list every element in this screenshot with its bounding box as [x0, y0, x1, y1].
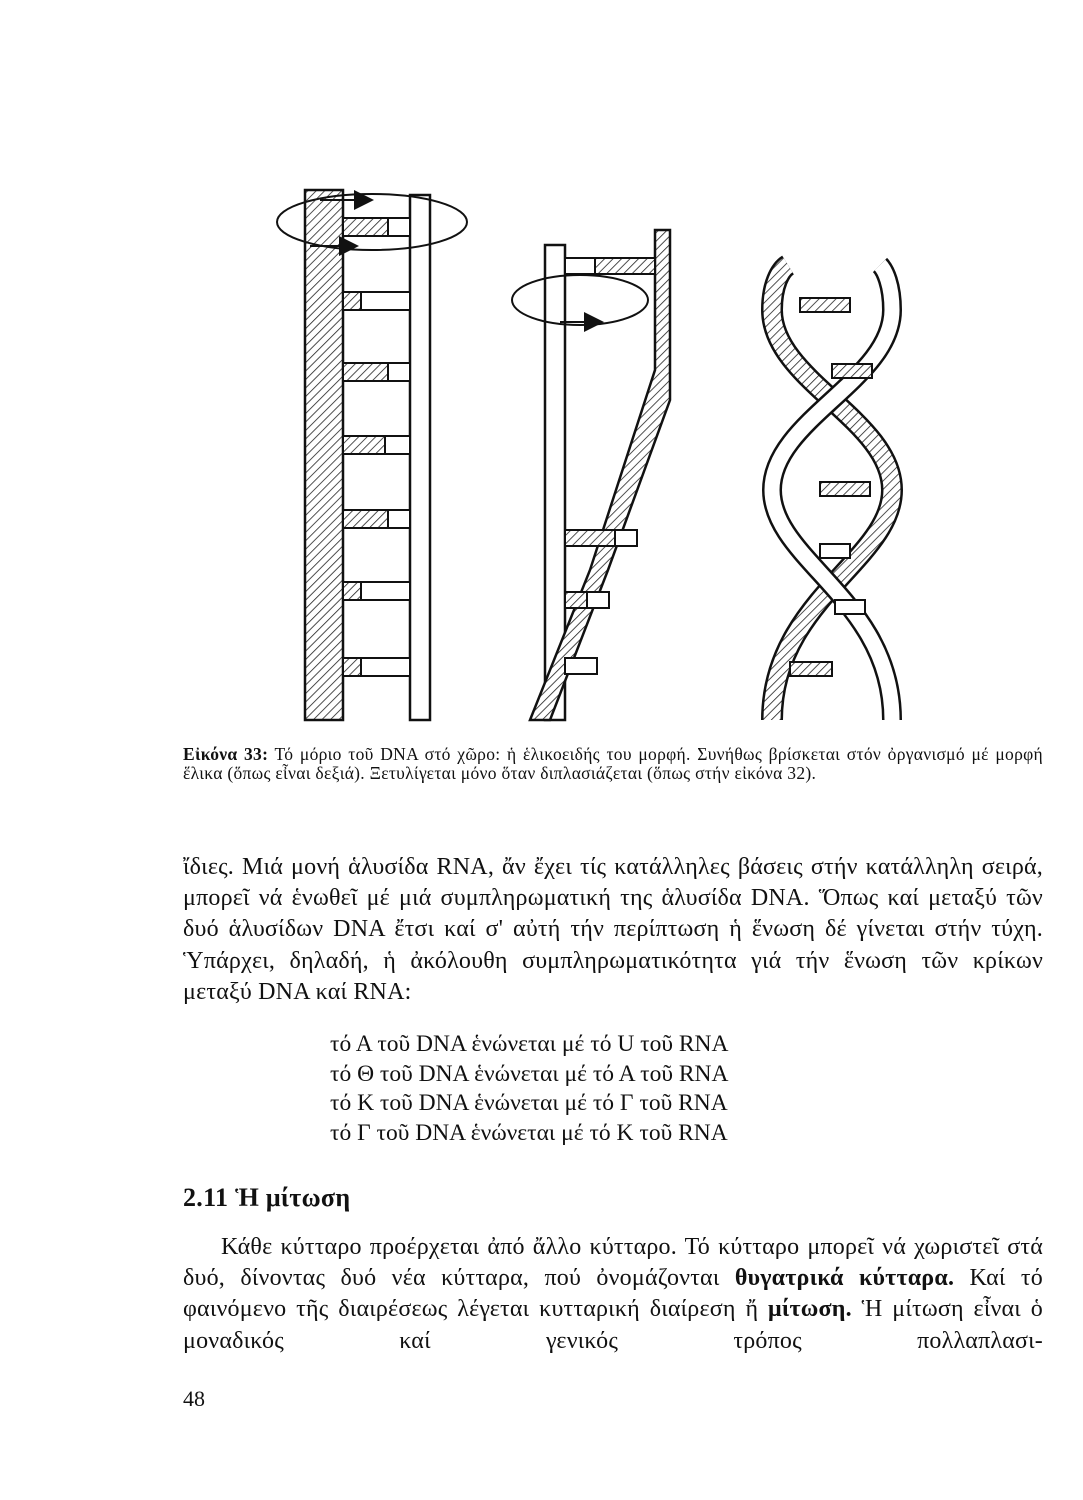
ladder-plain-rail: [410, 195, 430, 720]
rung: [343, 292, 410, 310]
rung: [565, 530, 637, 546]
rung: [800, 298, 850, 312]
rung: [790, 662, 832, 676]
rung: [820, 482, 870, 496]
ladder-hatched-rail: [305, 190, 343, 720]
paragraph: ἴδιες. Μιά μονή ἁλυσίδα RNA, ἄν ἔχει τίς κατάλληλες βάσεις στήν κατάλληλη σειρά, μπορεῖ νά ἑνωθεῖ μέ μιά συμπληρωματική της ἁλυσίδα DNA. Ὅπως καί μεταξύ τῶν δυό ἁλυσίδων DNA ἔτσι καί σ' αὐτή τήν περίπτωση ἡ ἕνωση δέ γίνεται στήν τύχη. Ὑπάρχει, δηλαδή, ἡ ἀκόλουθη συμπληρωματικότητα γιά τήν ἕνωση τῶν κρίκων μεταξύ DNA καί RNA:: [183, 854, 1043, 1005]
base-pair-line: τό Γ τοῦ DNA ἑνώνεται μέ τό Κ τοῦ RNA: [330, 1119, 728, 1146]
page-number: 48: [183, 1386, 205, 1411]
bold-term: θυγατρικά κύτταρα.: [734, 1265, 955, 1292]
section-heading: 2.11 Ἡ μίτωση: [183, 1183, 351, 1212]
base-pair-line: τό Κ τοῦ DNA ἑνώνεται μέ τό Γ τοῦ RNA: [330, 1090, 728, 1116]
caption-text: Τό μόριο τοῦ DNA στό χῶρο: ἡ ἑλικοειδής του μορφή. Συνήθως βρίσκεται στόν ὀργανισμό μέ μορφή ἕλικα (ὅπως εἶναι δεξιά). Ξετυλίγεται μόνο ὅταν διπλασιάζεται (ὅπως στήν εἰκόνα 32).: [183, 744, 1043, 783]
rotation-ellipse: [512, 275, 648, 325]
paragraph-text: Κάθε κύτταρο προέρχεται ἀπό ἄλλο κύτταρο. Τό κύτταρο μπορεῖ νά χωριστεῖ στά δυό, δίνοντας δυό νέα κύτταρα, πού ὀνομάζονται: [183, 1234, 1043, 1292]
rung: [565, 592, 609, 608]
dna-figure: [260, 170, 960, 735]
rung: [343, 218, 410, 236]
section-paragraph: [183, 1232, 1043, 1357]
ladder-rungs: [343, 218, 410, 676]
rung: [343, 363, 410, 381]
bold-term: μίτωση.: [768, 1296, 852, 1323]
rung: [565, 658, 597, 674]
rung: [343, 436, 410, 454]
dna-ladder: [277, 190, 467, 720]
paragraph-text: Ἡ μίτωση εἶναι ὁ μοναδικός καί γενικός τρόπος πολλαπλασι-: [183, 1296, 1043, 1354]
rung: [832, 364, 872, 378]
rung: [343, 510, 410, 528]
dna-double-helix: [772, 265, 892, 720]
dna-partial-twist: [512, 230, 670, 720]
base-pair-line: τό Θ τοῦ DNA ἑνώνεται μέ τό Α τοῦ RNA: [330, 1060, 729, 1087]
base-pair-list: [330, 1030, 729, 1148]
base-pair-line: τό Α τοῦ DNA ἑνώνεται μέ τό U τοῦ RNA: [330, 1031, 729, 1057]
figure-caption: [183, 745, 1043, 783]
paragraph-text: Καί τό φαινόμενο τῆς διαιρέσεως λέγεται κυτταρική διαίρεση ἤ: [183, 1265, 1043, 1323]
rung: [343, 658, 410, 676]
dna-illustration: [260, 170, 960, 735]
rung: [343, 582, 410, 600]
caption-label: Εἰκόνα 33:: [183, 744, 269, 764]
rung: [565, 258, 655, 274]
rung: [835, 600, 865, 614]
rung: [820, 544, 850, 558]
